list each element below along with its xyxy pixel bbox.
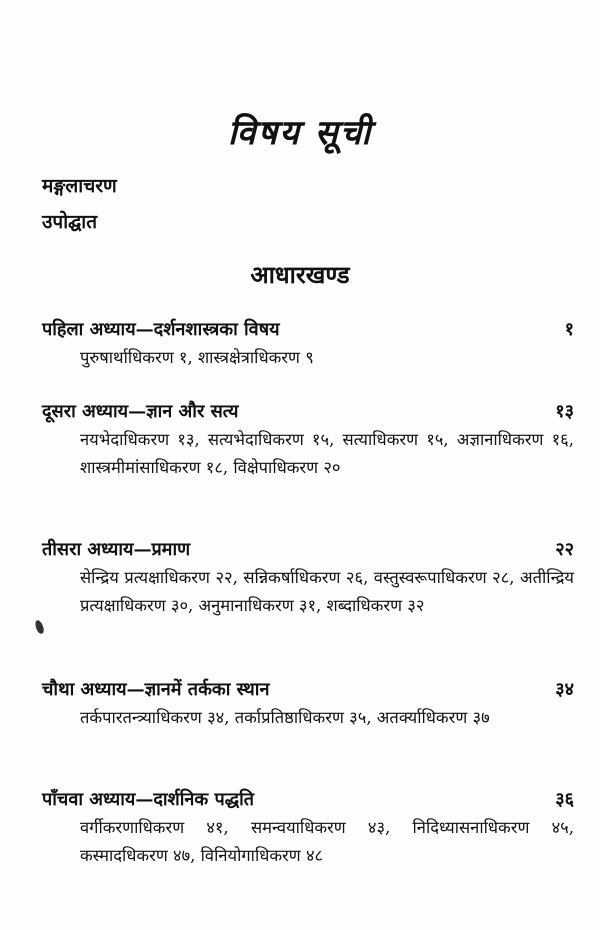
chapter-title: पाँचवा अध्याय—दार्शनिक पद्धति — [42, 789, 255, 810]
front-matter-item: उपोद्घात — [42, 211, 98, 233]
chapter-page-number: ३६ — [555, 789, 574, 810]
chapter-sections: सेन्द्रिय प्रत्यक्षाधिकरण २२, सन्निकर्षाधिकरण २६, वस्तुस्वरूपाधिकरण २८, अतीन्द्रिय प्रत्यक्षाधिकरण ३०, अनुमानाधिकरण ३१, शब्दाधिकरण ३२ — [80, 568, 574, 615]
front-matter-item: मङ्गलाचरण — [42, 175, 117, 197]
chapter-page-number: ३४ — [555, 679, 574, 700]
toc-chapter — [42, 536, 574, 620]
toc-chapter — [42, 786, 574, 870]
chapter-sections: पुरुषार्थाधिकरण १, शास्त्रक्षेत्राधिकरण ९ — [80, 348, 314, 367]
toc-chapter — [42, 676, 574, 732]
chapter-title: दूसरा अध्याय—ज्ञान और सत्य — [42, 401, 239, 422]
chapter-title: पहिला अध्याय—दर्शनशास्त्रका विषय — [42, 319, 280, 340]
chapter-sections: वर्गीकरणाधिकरण ४१, समन्वयाधिकरण ४३, निदिध्यासनाधिकरण ४५, कस्मादधिकरण ४७, विनियोगाधिकरण ४८ — [80, 818, 574, 865]
ink-blot — [34, 619, 45, 635]
chapter-sections: नयभेदाधिकरण १३, सत्यभेदाधिकरण १५, सत्याधिकरण १५, अज्ञानाधिकरण १६, शास्त्रमीमांसाधिकरण १८, विक्षेपाधिकरण २० — [80, 430, 574, 477]
toc-chapter — [42, 316, 574, 372]
section-heading: आधारखण्ड — [250, 260, 350, 289]
chapter-page-number: १३ — [555, 401, 574, 422]
chapter-title: चौथा अध्याय—ज्ञानमें तर्कका स्थान — [42, 679, 270, 700]
chapter-page-number: २२ — [555, 539, 574, 560]
toc-chapter — [42, 398, 574, 482]
chapter-title: तीसरा अध्याय—प्रमाण — [42, 539, 191, 560]
chapter-sections: तर्कपारतन्त्र्याधिकरण ३४, तर्काप्रतिष्ठाधिकरण ३५, अतर्क्याधिकरण ३७ — [80, 708, 490, 727]
chapter-page-number: १ — [564, 319, 574, 340]
page-title: विषय सूची — [227, 113, 373, 153]
